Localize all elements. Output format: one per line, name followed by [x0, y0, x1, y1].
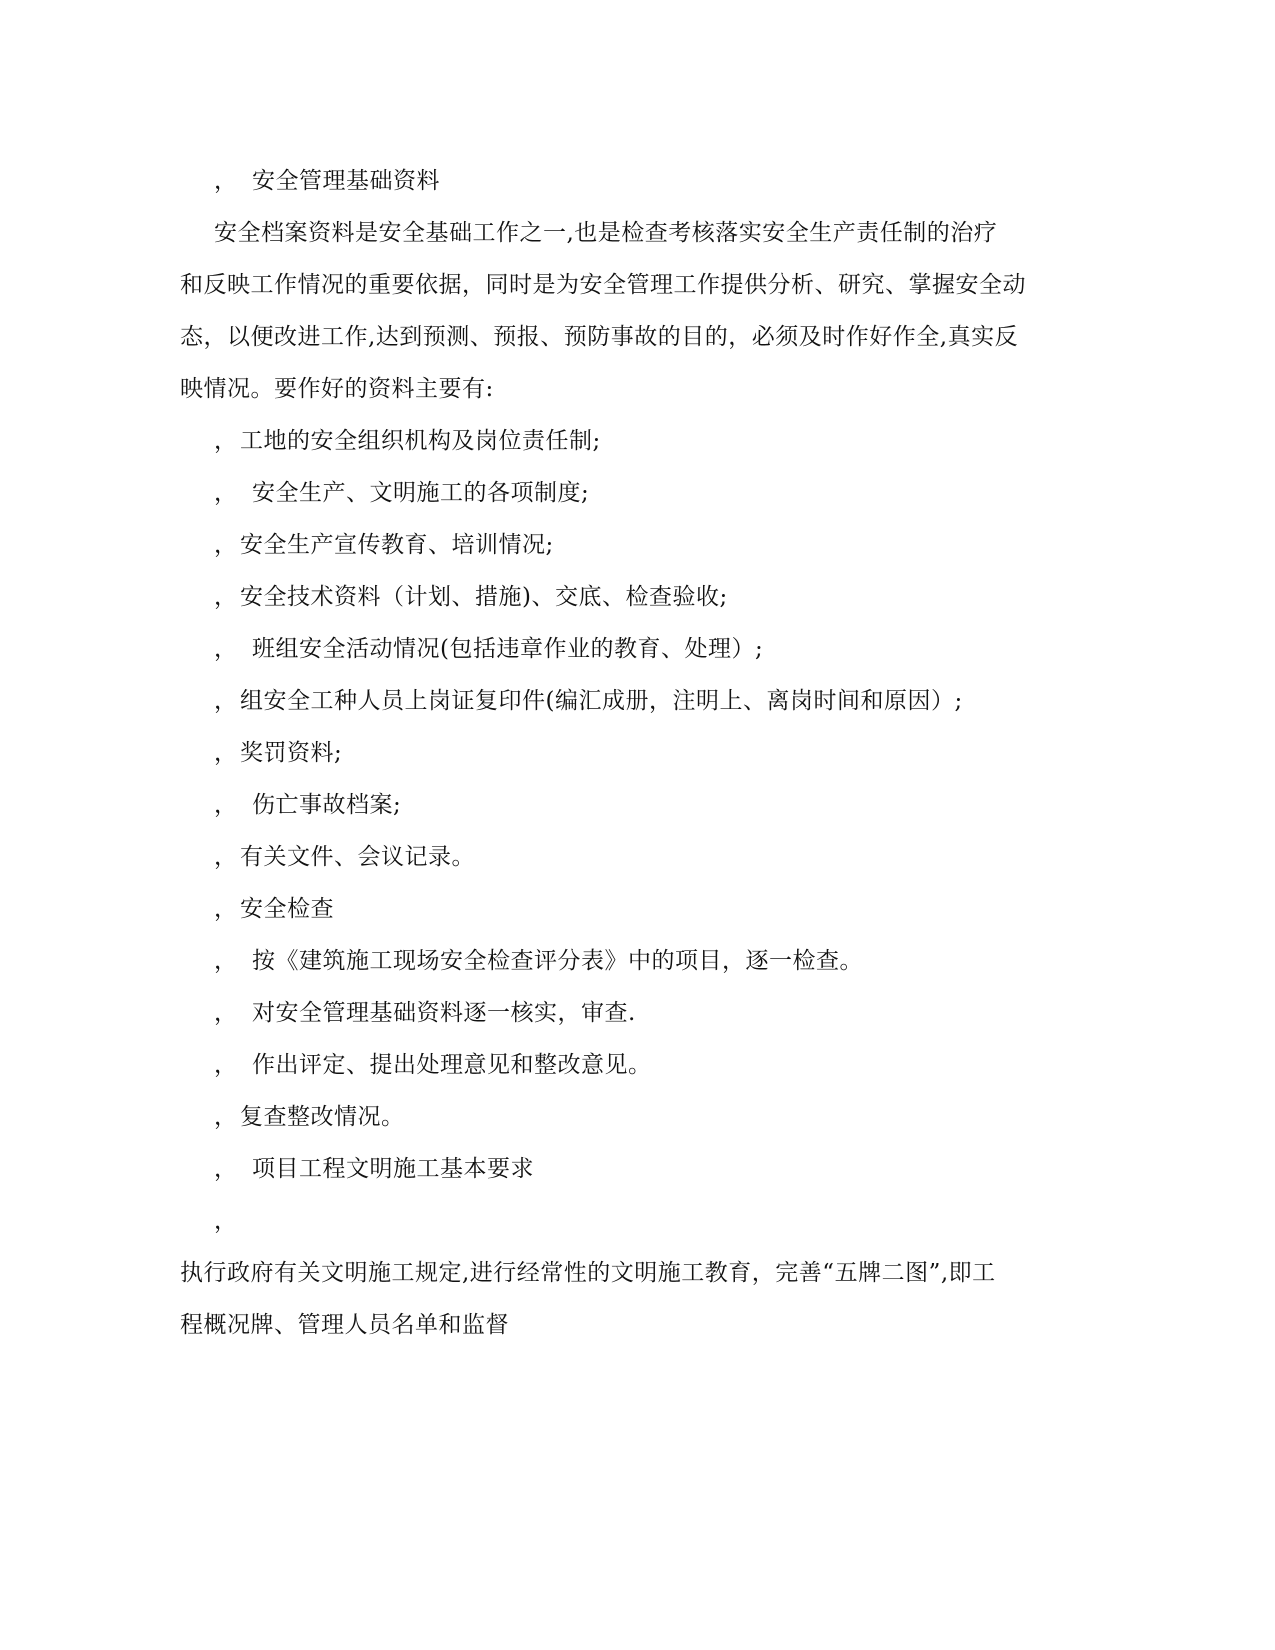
intro-line: 态，以便改进工作,达到预测、预报、预防事故的目的，必须及时作好作全,真实反	[180, 324, 1019, 350]
list-marker: ，	[214, 740, 238, 766]
list-item	[214, 634, 763, 664]
list-item-text: 组安全工种人员上岗证复印件(编汇成册，注明上、离岗时间和原因）;	[240, 688, 963, 714]
list-item-text: 项目工程文明施工基本要求	[252, 1156, 534, 1182]
list-marker: ，	[214, 792, 238, 818]
list-item-text: 奖罚资料;	[240, 740, 343, 766]
list-item	[214, 1050, 652, 1080]
list-marker: ，	[214, 584, 238, 610]
list-item	[214, 790, 401, 820]
list-item	[214, 894, 334, 924]
closing-line: 程概况牌、管理人员名单和监督	[180, 1312, 509, 1338]
list-item-text: 对安全管理基础资料逐一核实，审查.	[252, 1000, 636, 1026]
list-item	[214, 530, 554, 560]
list-item	[214, 582, 728, 612]
list-item-text: 安全检查	[240, 896, 334, 922]
list-marker: ，	[214, 1104, 238, 1130]
intro-line: 和反映工作情况的重要依据，同时是为安全管理工作提供分析、研究、掌握安全动	[180, 272, 1026, 298]
list-item	[214, 946, 863, 976]
list-item-text: 安全生产宣传教育、培训情况;	[240, 532, 554, 558]
list-item-text: 复查整改情况。	[240, 1104, 405, 1130]
list-item-text: 伤亡事故档案;	[252, 792, 402, 818]
list-marker: ，	[214, 844, 238, 870]
list-marker: ，	[214, 1208, 238, 1234]
list-marker: ，	[214, 948, 238, 974]
list-marker: ，	[214, 1156, 238, 1182]
list-item-text: 有关文件、会议记录。	[240, 844, 475, 870]
list-item	[214, 1154, 534, 1184]
list-item	[214, 738, 342, 768]
list-item	[214, 998, 636, 1028]
list-marker: ，	[214, 1052, 238, 1078]
section-heading	[214, 166, 440, 196]
list-item-text: 安全技术资料（计划、措施)、交底、检查验收;	[240, 584, 728, 610]
list-marker: ，	[214, 480, 238, 506]
intro-line: 安全档案资料是安全基础工作之一,也是检查考核落实安全生产责任制的治疗	[214, 220, 998, 246]
list-item-text: 安全生产、文明施工的各项制度;	[252, 480, 590, 506]
list-item	[214, 1206, 252, 1236]
list-item	[214, 842, 475, 872]
list-item-text: 作出评定、提出处理意见和整改意见。	[252, 1052, 652, 1078]
list-item	[214, 478, 589, 508]
list-item	[214, 686, 963, 716]
heading-marker: ，	[214, 168, 238, 194]
list-item-text: 按《建筑施工现场安全检查评分表》中的项目，逐一检查。	[252, 948, 863, 974]
list-item-text: 班组安全活动情况(包括违章作业的教育、处理）;	[252, 636, 764, 662]
list-item-text: 工地的安全组织机构及岗位责任制;	[240, 428, 601, 454]
list-marker: ，	[214, 428, 238, 454]
heading-text: 安全管理基础资料	[252, 168, 440, 194]
list-marker: ，	[214, 896, 238, 922]
list-item	[214, 1102, 405, 1132]
list-marker: ，	[214, 636, 238, 662]
list-marker: ，	[214, 1000, 238, 1026]
list-marker: ，	[214, 532, 238, 558]
list-item	[214, 426, 601, 456]
intro-line: 映情况。要作好的资料主要有:	[180, 376, 494, 402]
list-marker: ，	[214, 688, 238, 714]
closing-line: 执行政府有关文明施工规定,进行经常性的文明施工教育，完善“五牌二图”,即工	[180, 1260, 996, 1286]
